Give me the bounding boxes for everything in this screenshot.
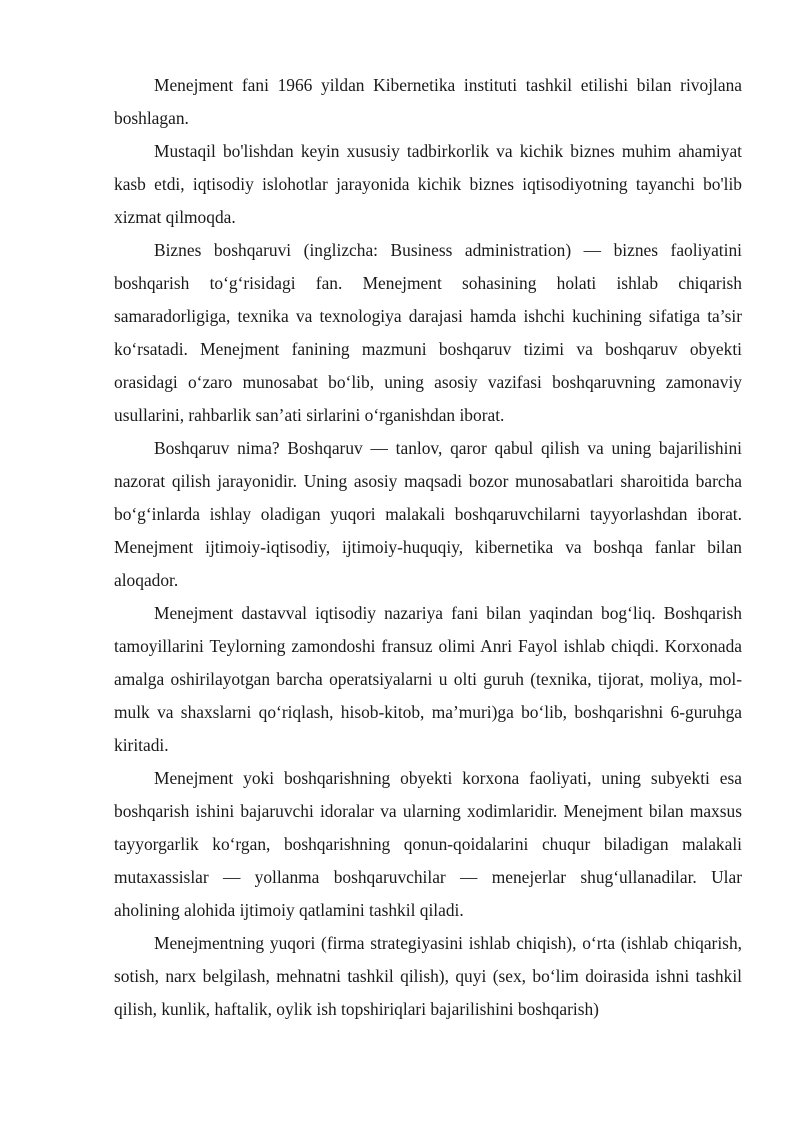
paragraph-3: Biznes boshqaruvi (inglizcha: Business administration) — biznes faoliyatini boshqarish to‘g‘risidagi fan. Menejment sohasining holati ishlab chiqarish samaradorligiga, texnika va texnologiya darajasi hamda ishchi kuchining sifatiga ta’sir ko‘rsatadi. Menejment fanining mazmuni boshqaruv tizimi va boshqaruv obyekti orasidagi o‘zaro munosabat bo‘lib, uning asosiy vazifasi boshqaruvning zamonaviy usullarini, rahbarlik san’ati sirlarini o‘rganishdan iborat. <box>114 240 742 425</box>
document-page <box>114 69 742 1026</box>
paragraph-5: Menejment dastavval iqtisodiy nazariya fani bilan yaqindan bog‘liq. Boshqarish tamoyillarini Teylorning zamondoshi fransuz olimi Anri Fayol ishlab chiqdi. Korxonada amalga oshirilayotgan barcha operatsiyalarni u olti guruh (texnika, tijorat, moliya, mol-mulk va shaxslarni qo‘riqlash, hisob-kitob, ma’muri)ga bo‘lib, boshqarishni 6-guruhga kiritadi. <box>114 603 742 755</box>
paragraph-2: Mustaqil bo'lishdan keyin xususiy tadbirkorlik va kichik biznes muhim ahamiyat kasb etdi, iqtisodiy islohotlar jarayonida kichik biznes iqtisodiyotning tayanchi bo'lib xizmat qilmoqda. <box>114 141 742 227</box>
paragraph-6: Menejment yoki boshqarishning obyekti korxona faoliyati, uning subyekti esa boshqarish ishini bajaruvchi idoralar va ularning xodimlaridir. Menejment bilan maxsus tayyorgarlik ko‘rgan, boshqarishning qonun-qoidalarini chuqur biladigan malakali mutaxassislar — yollanma boshqaruvchilar — menejerlar shug‘ullanadilar. Ular aholining alohida ijtimoiy qatlamini tashkil qiladi. <box>114 768 742 920</box>
paragraph-7: Menejmentning yuqori (firma strategiyasini ishlab chiqish), o‘rta (ishlab chiqarish, sotish, narx belgilash, mehnatni tashkil qilish), quyi (sex, bo‘lim doirasida ishni tashkil qilish, kunlik, haftalik, oylik ish topshiriqlari bajarilishini boshqarish) <box>114 933 742 1019</box>
paragraph-1: Menejment fani 1966 yildan Kibernetika instituti tashkil etilishi bilan rivojlana boshlagan. <box>114 75 742 128</box>
paragraph-4: Boshqaruv nima? Boshqaruv — tanlov, qaror qabul qilish va uning bajarilishini nazorat qilish jarayonidir. Uning asosiy maqsadi bozor munosabatlari sharoitida barcha bo‘g‘inlarda ishlay oladigan yuqori malakali boshqaruvchilarni tayyorlashdan iborat. Menejment ijtimoiy-iqtisodiy, ijtimoiy-huquqiy, kibernetika va boshqa fanlar bilan aloqador. <box>114 438 742 590</box>
